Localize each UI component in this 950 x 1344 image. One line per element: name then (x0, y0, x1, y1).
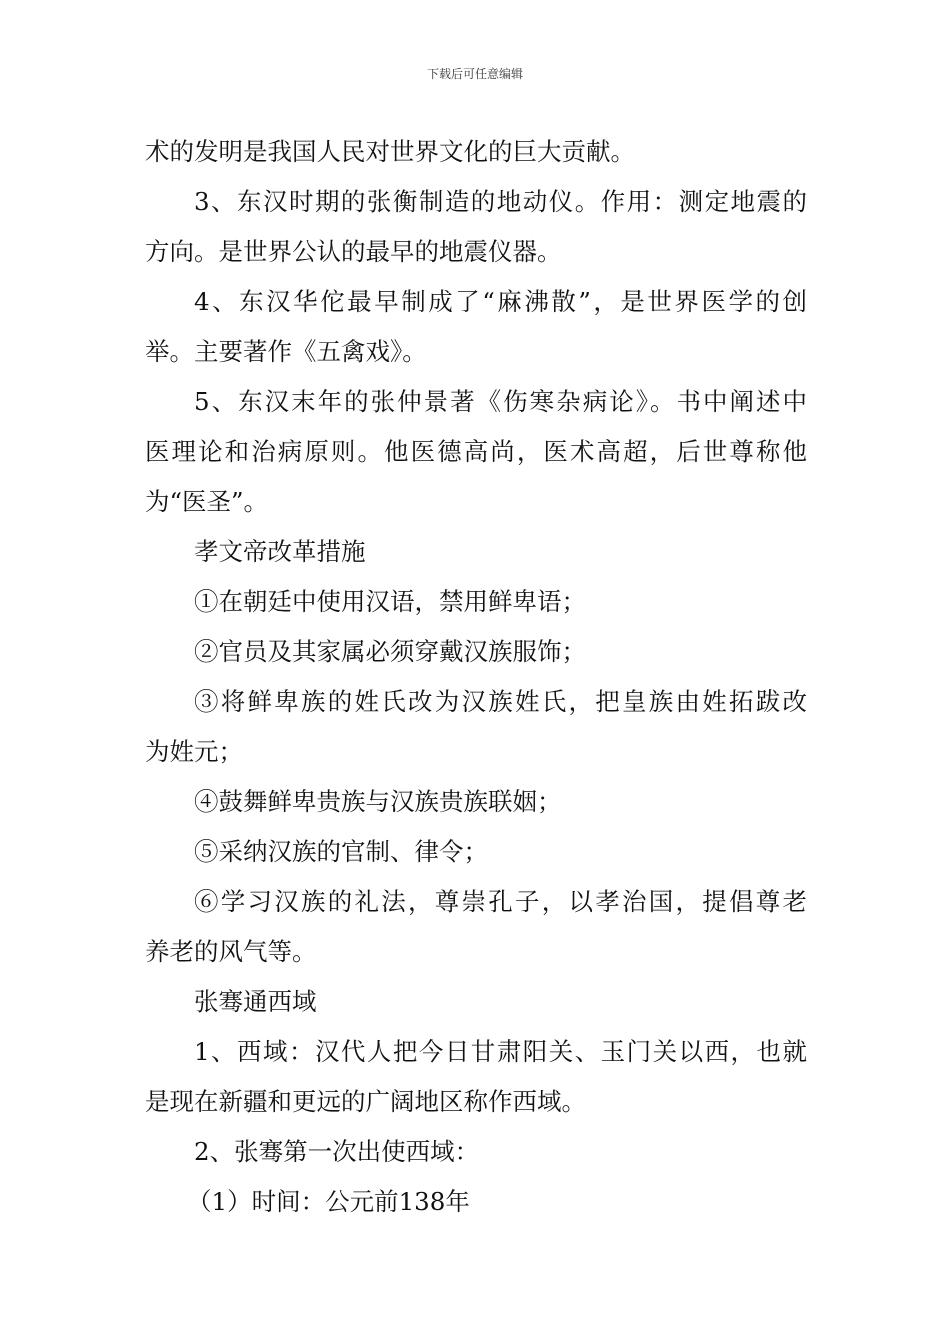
section-heading: 张骞通西域 (194, 987, 317, 1016)
paragraph-line: 1、西域：汉代人把今日甘肃阳关、玉门关以西，也就 (194, 1037, 807, 1066)
paragraph-line: 3、东汉时期的张衡制造的地动仪。作用：测定地震的 (194, 187, 807, 216)
paragraph-line: 为“医圣”。 (145, 487, 269, 516)
list-item: ④鼓舞鲜卑贵族与汉族贵族联姻； (194, 787, 562, 816)
paragraph-line: 方向。是世界公认的最早的地震仪器。 (145, 237, 562, 266)
paragraph-line: 4、东汉华佗最早制成了“麻沸散”，是世界医学的创 (194, 287, 807, 316)
document-body (145, 127, 807, 1227)
section-heading: 孝文帝改革措施 (194, 537, 366, 566)
paragraph-line: 是现在新疆和更远的广阔地区称作西域。 (145, 1087, 586, 1116)
list-item-continuation: 养老的风气等。 (145, 937, 317, 966)
list-item-continuation: 为姓元； (145, 737, 243, 766)
list-item: ①在朝廷中使用汉语，禁用鲜卑语； (194, 587, 586, 616)
list-item: ⑤采纳汉族的官制、律令； (194, 837, 488, 866)
list-item: ③将鲜卑族的姓氏改为汉族姓氏，把皇族由姓拓跋改 (194, 687, 807, 716)
paragraph-line: 2、张骞第一次出使西域： (194, 1137, 480, 1166)
list-item: ⑥学习汉族的礼法，尊崇孔子，以孝治国，提倡尊老 (194, 887, 807, 916)
page-header: 下载后可任意编辑 (426, 67, 523, 81)
paragraph-line: （1）时间：公元前138年 (187, 1187, 470, 1216)
list-item: ②官员及其家属必须穿戴汉族服饰； (194, 637, 586, 666)
paragraph-line: 5、东汉末年的张仲景著《伤寒杂病论》。书中阐述中 (194, 387, 807, 416)
paragraph-line: 举。主要著作《五禽戏》。 (145, 337, 427, 366)
paragraph-line: 医理论和治病原则。他医德高尚，医术高超，后世尊称他 (145, 437, 807, 466)
paragraph-line: 术的发明是我国人民对世界文化的巨大贡献。 (145, 137, 635, 166)
